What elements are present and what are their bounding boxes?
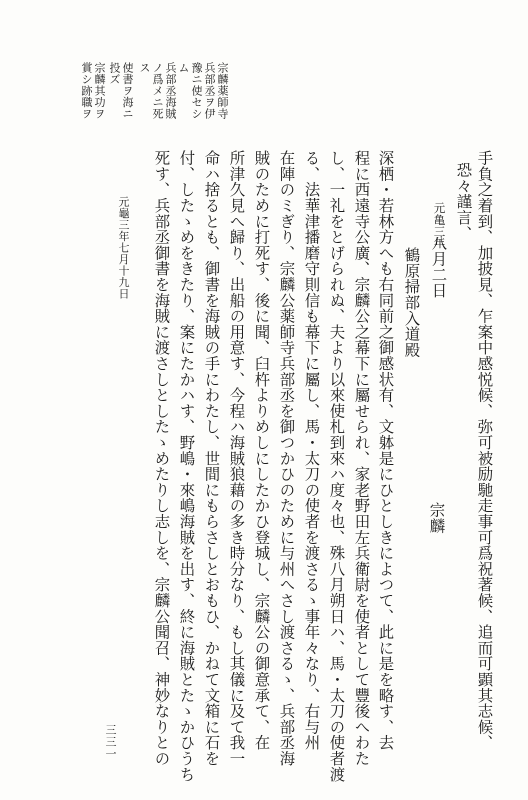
body-column-1: 手負之着到、加披見、乍案中感悦候、弥可被励馳走事可爲祝著候、追而可顕其志候、 xyxy=(475,150,494,751)
body-column-6: 深栖・若林方へも右同前之御感状有、文躰是にひとしきによつて、此に是を略す、去 xyxy=(376,150,395,751)
body-column-12: 所津久見へ歸り、出船の用意す、今程ハ海賊狼藉の多き時分なり、もし其儀に及て我一 xyxy=(227,150,246,767)
body-column-14: 付、したゝめをきたり、案にたかハす、野嶋・來嶋海賊を出す、終に海賊とたゝかひうち xyxy=(177,150,196,782)
body-column-13: 命ハ捨るとも、御書を海賊の手にわたし、世間にもらさしとおもひ、かねて文箱に石を xyxy=(202,150,221,767)
body-column-2: 恐々謹言、 xyxy=(454,162,473,241)
body-column-11: 賊のために打死す、後に聞、臼杵よりめしにしたかひ登城し、宗麟公の御意承て、在 xyxy=(252,150,271,751)
body-column-15: 死す、兵部丞御書を海賊に渡さしとしたゝめたりし志しを、宗麟公聞召、神妙なりとの xyxy=(152,150,171,767)
margin-note-6: ノ爲メニ死 xyxy=(151,62,164,120)
margin-note-3: 豫ニ使セシ xyxy=(190,62,203,120)
body-column-7: 程に西遠寺公廣、宗麟公之幕下に屬せられ、家老野田左兵衛尉を使者として豐後へわた xyxy=(352,150,371,767)
signature: 宗麟 xyxy=(427,502,446,534)
date-note: 元龜三年七月十九日 xyxy=(117,196,130,300)
margin-note-10: 宗麟其功ヲ xyxy=(93,62,106,120)
body-column-8: し、一礼をとげられぬ、夫より以來使札到來ハ度々也、殊八月朔日ハ、馬・太刀の使者渡 xyxy=(327,150,346,782)
margin-note-5: 兵部丞海賊 xyxy=(164,62,177,120)
body-column-10: 在陣のミぎり、宗麟公薬師寺兵部丞を御つかひのために与州へさし渡さるゝ、兵部丞海 xyxy=(277,150,296,767)
body-column-9: る、法華津播磨守則信も幕下に屬し、馬・太刀の使者を渡さるゝ事年々なり、右与州 xyxy=(302,150,321,751)
margin-note-8: 使書ヲ海ニ xyxy=(121,62,134,120)
date-line: 八月二日 xyxy=(429,235,448,299)
era-note: 元亀三年 xyxy=(432,202,447,249)
margin-note-2: 兵部丞ヲ伊 xyxy=(203,62,216,120)
margin-note-9: 投ズ xyxy=(108,62,121,85)
margin-note-1: 宗麟薬師寺 xyxy=(216,62,229,120)
margin-note-11: 賞シ跡職ヲ xyxy=(80,62,93,120)
page-number: 三三一 xyxy=(104,724,117,760)
margin-note-4: ム xyxy=(177,62,190,74)
addressee: 鶴原掃部入道殿 xyxy=(402,247,421,358)
margin-note-7: ス xyxy=(138,62,151,74)
